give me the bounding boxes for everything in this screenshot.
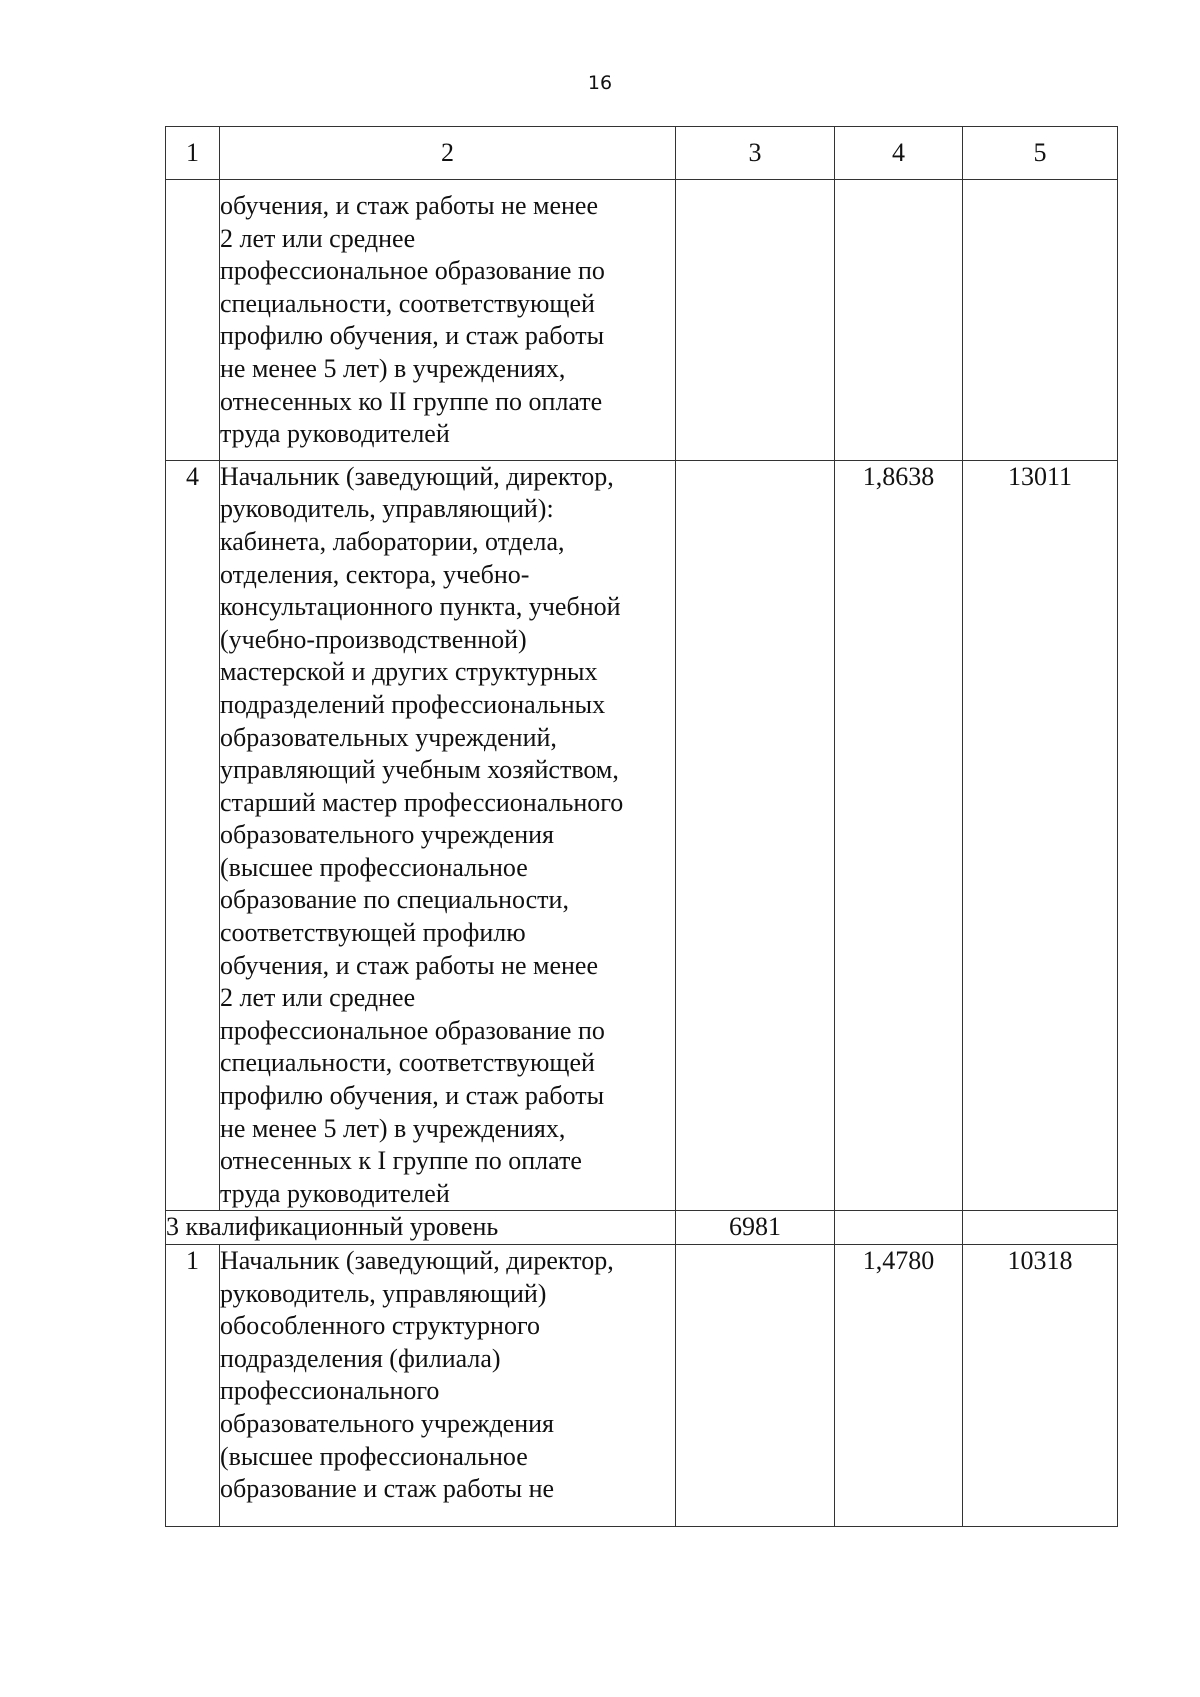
description-line: профессиональное образование по (220, 1015, 605, 1045)
description-line: управляющий учебным хозяйством, (220, 755, 619, 785)
description-line: труда руководителей (220, 419, 450, 449)
description-line: специальности, соответствующей (220, 1048, 595, 1078)
coefficient-cell (835, 180, 963, 461)
description-line: Начальник (заведующий, директор, (220, 1246, 614, 1275)
description-line: обучения, и стаж работы не менее (220, 191, 598, 220)
position-description (220, 1245, 676, 1527)
description-line: подразделений профессиональных (220, 689, 606, 719)
position-description (220, 460, 676, 1211)
description-line: старший мастер профессионального (220, 787, 624, 817)
description-line: руководитель, управляющий): (220, 494, 554, 524)
salary-cell (676, 460, 835, 1211)
table-row-1 (166, 1245, 1118, 1527)
coefficient-cell: 1,4780 (835, 1245, 963, 1527)
table-row-continuation (166, 180, 1118, 461)
description-line: 2 лет или среднее (220, 983, 416, 1013)
description-line: мастерской и других структурных (220, 657, 598, 687)
description-line: обособленного структурного (220, 1311, 540, 1341)
description-line: труда руководителей (220, 1178, 450, 1208)
description-line: не менее 5 лет) в учреждениях, (220, 1113, 566, 1143)
page-number: 16 (587, 72, 613, 94)
qualification-level-salary: 6981 (676, 1211, 835, 1245)
description-line: отнесенных ко II группе по оплате (220, 386, 603, 416)
salary-cell (676, 1245, 835, 1527)
description-line: Начальник (заведующий, директор, (220, 461, 614, 491)
row-number: 1 (166, 1245, 220, 1527)
description-line: кабинета, лаборатории, отдела, (220, 526, 565, 556)
description-line: консультационного пункта, учебной (220, 592, 621, 622)
description-line: руководитель, управляющий) (220, 1278, 547, 1308)
description-line: профессиональное образование по (220, 256, 605, 286)
description-line: образовательных учреждений, (220, 722, 557, 752)
description-line: специальности, соответствующей (220, 288, 595, 318)
description-line: образование и стаж работы не (220, 1474, 555, 1504)
description-line: профилю обучения, и стаж работы (220, 1081, 605, 1111)
coefficient-cell: 1,8638 (835, 460, 963, 1211)
description-line: подразделения (филиала) (220, 1343, 501, 1373)
empty-cell (835, 1211, 963, 1245)
description-line: 2 лет или среднее (220, 223, 416, 253)
description-line: соответствующей профилю (220, 918, 526, 948)
amount-cell (963, 180, 1118, 461)
header-cell-3: 3 (676, 127, 835, 180)
description-line: образование по специальности, (220, 885, 569, 915)
amount-cell: 10318 (963, 1245, 1118, 1527)
header-cell-1: 1 (166, 127, 220, 180)
description-line: образовательного учреждения (220, 820, 554, 850)
empty-cell (963, 1211, 1118, 1245)
table-row-4 (166, 460, 1118, 1211)
header-cell-5: 5 (963, 127, 1118, 180)
row-number: 4 (166, 460, 220, 1211)
description-line: профессионального (220, 1376, 440, 1406)
row-number (166, 180, 220, 461)
description-line: (учебно-производственной) (220, 624, 527, 654)
header-row (166, 127, 1118, 180)
salary-cell (676, 180, 835, 461)
description-line: (высшее профессиональное (220, 1441, 528, 1471)
description-line: профилю обучения, и стаж работы (220, 321, 605, 351)
description-line: отнесенных к I группе по оплате (220, 1146, 582, 1176)
position-description (220, 180, 676, 461)
description-line: (высшее профессиональное (220, 852, 528, 882)
header-cell-4: 4 (835, 127, 963, 180)
header-cell-2: 2 (220, 127, 676, 180)
qualification-level-row (166, 1211, 1118, 1245)
description-line: отделения, сектора, учебно- (220, 559, 530, 589)
description-line: образовательного учреждения (220, 1408, 554, 1438)
amount-cell: 13011 (963, 460, 1118, 1211)
qualification-level-label: 3 квалификационный уровень (166, 1211, 676, 1245)
salary-table (165, 126, 1118, 1527)
description-line: не менее 5 лет) в учреждениях, (220, 353, 566, 383)
description-line: обучения, и стаж работы не менее (220, 950, 598, 980)
